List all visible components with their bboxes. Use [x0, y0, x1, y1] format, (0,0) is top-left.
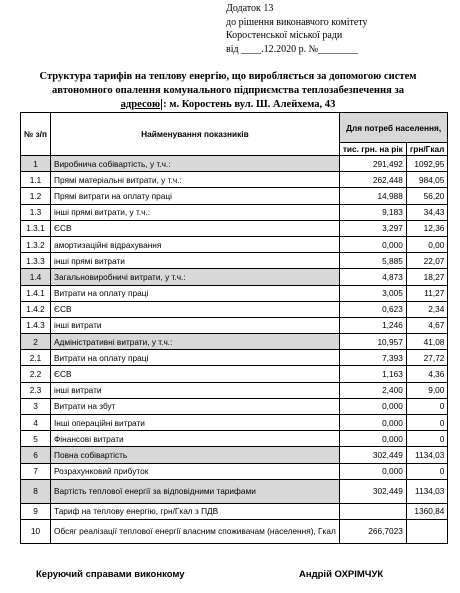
row-number: 4 [21, 415, 51, 431]
table-row [21, 382, 448, 398]
row-value-uah-per-gcal: 0 [406, 415, 448, 431]
row-value-thousand-uah: 7,393 [339, 350, 406, 366]
row-value-uah-per-gcal: 4,36 [406, 366, 448, 382]
header-unit-uah-per-gcal: грн/Гкал [406, 143, 448, 156]
row-number: 1.3.1 [21, 220, 51, 236]
table-row [21, 301, 448, 317]
title-address-label: адресою [120, 98, 161, 110]
row-value-uah-per-gcal: 18,27 [406, 269, 448, 285]
appendix-line: від ____.12.2020 р. №________ [226, 43, 359, 55]
table-row [21, 463, 448, 479]
text-cursor-mark [161, 99, 162, 110]
row-value-thousand-uah: 262,448 [339, 172, 406, 188]
title-address: : м. Коростень вул. Ш. Алейхема, 43 [163, 98, 336, 110]
table-row [21, 269, 448, 285]
row-value-uah-per-gcal: 0 [406, 398, 448, 414]
row-indicator-name: ЄСВ [51, 220, 340, 236]
row-value-uah-per-gcal: 41,08 [406, 334, 448, 350]
row-indicator-name: інші витрати [51, 382, 340, 398]
row-indicator-name: Витрати на оплату праці [51, 285, 340, 301]
table-row [21, 204, 448, 220]
row-number: 8 [21, 479, 51, 503]
row-number: 1.4.2 [21, 301, 51, 317]
table-row [21, 317, 448, 333]
document-title [18, 70, 438, 111]
row-number: 6 [21, 447, 51, 463]
row-indicator-name: Прямі матеріальні витрати, у т.ч.: [51, 172, 340, 188]
row-indicator-name: Прямі витрати на оплату праці [51, 188, 340, 204]
table-row [21, 366, 448, 382]
row-indicator-name: інші прямі витрати, у т.ч.: [51, 204, 340, 220]
table-row [21, 503, 448, 519]
row-indicator-name: Повна собівартість [51, 447, 340, 463]
footer-position: Керуючий справами виконкому [36, 569, 185, 580]
table-row [21, 156, 448, 172]
row-indicator-name: Розрахунковий прибуток [51, 463, 340, 479]
table-row [21, 236, 448, 252]
table-row [21, 519, 448, 543]
row-value-uah-per-gcal: 2,34 [406, 301, 448, 317]
row-value-thousand-uah: 0,000 [339, 415, 406, 431]
row-indicator-name: інші прямі витрати [51, 253, 340, 269]
table-row [21, 188, 448, 204]
row-value-thousand-uah: 0,000 [339, 463, 406, 479]
row-number: 1.4 [21, 269, 51, 285]
tariff-structure-table [20, 112, 448, 544]
table-row [21, 479, 448, 503]
table-row [21, 334, 448, 350]
table-row [21, 415, 448, 431]
table-row [21, 431, 448, 447]
row-indicator-name: Вартість теплової енергії за відповідними тарифами [51, 479, 340, 503]
row-value-thousand-uah: 302,449 [339, 447, 406, 463]
row-value-uah-per-gcal: 1092,95 [406, 156, 448, 172]
row-indicator-name: ЄСВ [51, 301, 340, 317]
appendix-line: Додаток 13 [226, 3, 274, 14]
row-number: 1.3.3 [21, 253, 51, 269]
row-indicator-name: Виробнича собівартість, у т.ч.: [51, 156, 340, 172]
appendix-block [226, 2, 368, 56]
header-name: Найменування показників [51, 113, 340, 156]
row-value-uah-per-gcal: 4,67 [406, 317, 448, 333]
row-indicator-name: Адміністративні витрати, у т.ч.: [51, 334, 340, 350]
table-row [21, 172, 448, 188]
row-value-uah-per-gcal: 1134,03 [406, 447, 448, 463]
table-body [21, 156, 448, 544]
table-row [21, 447, 448, 463]
row-value-uah-per-gcal: 9,00 [406, 382, 448, 398]
row-value-uah-per-gcal: 0 [406, 463, 448, 479]
row-value-thousand-uah: 0,000 [339, 236, 406, 252]
header-num: № з/п [21, 113, 51, 156]
row-number: 7 [21, 463, 51, 479]
footer-signatory: Андрій ОХРІМЧУК [299, 569, 384, 580]
row-number: 9 [21, 503, 51, 519]
row-value-thousand-uah: 291,492 [339, 156, 406, 172]
row-indicator-name: Загальновиробничі витрати, у т.ч.: [51, 269, 340, 285]
row-number: 2 [21, 334, 51, 350]
row-number: 1.1 [21, 172, 51, 188]
row-number: 1.3.2 [21, 236, 51, 252]
row-value-uah-per-gcal: 1360,84 [406, 503, 448, 519]
row-indicator-name: Витрати на оплату праці [51, 350, 340, 366]
row-value-uah-per-gcal: 1134,03 [406, 479, 448, 503]
row-value-uah-per-gcal: 34,43 [406, 204, 448, 220]
row-value-thousand-uah: 0,000 [339, 431, 406, 447]
title-line: автономного опалення комунального підприємства теплозабезпечення за [51, 84, 405, 96]
row-indicator-name: Фінансові витрати [51, 431, 340, 447]
row-value-thousand-uah: 3,297 [339, 220, 406, 236]
row-value-thousand-uah: 10,957 [339, 334, 406, 350]
table-row [21, 253, 448, 269]
row-value-uah-per-gcal: 984,05 [406, 172, 448, 188]
row-number: 2.3 [21, 382, 51, 398]
row-indicator-name: Обсяг реалізації теплової енергії власним споживачам (населення), Гкал [51, 519, 340, 543]
row-value-thousand-uah: 2,400 [339, 382, 406, 398]
row-value-uah-per-gcal: 27,72 [406, 350, 448, 366]
row-value-thousand-uah: 9,183 [339, 204, 406, 220]
row-value-uah-per-gcal: 11,27 [406, 285, 448, 301]
row-indicator-name: Інші операційні витрати [51, 415, 340, 431]
row-value-thousand-uah: 5,885 [339, 253, 406, 269]
row-value-thousand-uah: 3,005 [339, 285, 406, 301]
row-number: 1.4.3 [21, 317, 51, 333]
row-value-uah-per-gcal: 56,20 [406, 188, 448, 204]
row-number: 1.2 [21, 188, 51, 204]
table-row [21, 398, 448, 414]
row-value-thousand-uah [339, 503, 406, 519]
table-header-row [21, 113, 448, 143]
row-number: 2.1 [21, 350, 51, 366]
table-row [21, 220, 448, 236]
row-value-thousand-uah: 266,7023 [339, 519, 406, 543]
row-value-thousand-uah: 302,449 [339, 479, 406, 503]
row-value-uah-per-gcal: 0,00 [406, 236, 448, 252]
title-line: Структура тарифів на теплову енергію, що виробляється за допомогою систем [39, 71, 417, 82]
row-indicator-name: інші витрати [51, 317, 340, 333]
table-row [21, 285, 448, 301]
table-row [21, 350, 448, 366]
row-indicator-name: ЄСВ [51, 366, 340, 382]
row-indicator-name: Тариф на теплову енергію, грн/Гкал з ПДВ [51, 503, 340, 519]
appendix-line: Коростенської міської ради [226, 30, 343, 41]
row-number: 5 [21, 431, 51, 447]
row-value-uah-per-gcal [406, 519, 448, 543]
row-number: 1.3 [21, 204, 51, 220]
title-line [18, 98, 438, 112]
row-indicator-name: Витрати на збут [51, 398, 340, 414]
header-group: Для потреб населення, [339, 113, 448, 143]
row-value-uah-per-gcal: 0 [406, 431, 448, 447]
row-number: 10 [21, 519, 51, 543]
header-unit-thousand-uah: тис. грн. на рік [339, 143, 406, 156]
row-number: 3 [21, 398, 51, 414]
row-number: 1.4.1 [21, 285, 51, 301]
row-value-thousand-uah: 0,000 [339, 398, 406, 414]
row-number: 2.2 [21, 366, 51, 382]
row-value-thousand-uah: 1,163 [339, 366, 406, 382]
row-value-uah-per-gcal: 12,36 [406, 220, 448, 236]
row-indicator-name: амортизаційні відрахування [51, 236, 340, 252]
row-value-thousand-uah: 14,988 [339, 188, 406, 204]
appendix-line: до рішення виконавчого комітету [226, 16, 368, 28]
row-value-thousand-uah: 1,246 [339, 317, 406, 333]
row-value-thousand-uah: 4,873 [339, 269, 406, 285]
row-number: 1 [21, 156, 51, 172]
row-value-uah-per-gcal: 22,07 [406, 253, 448, 269]
row-value-thousand-uah: 0,623 [339, 301, 406, 317]
